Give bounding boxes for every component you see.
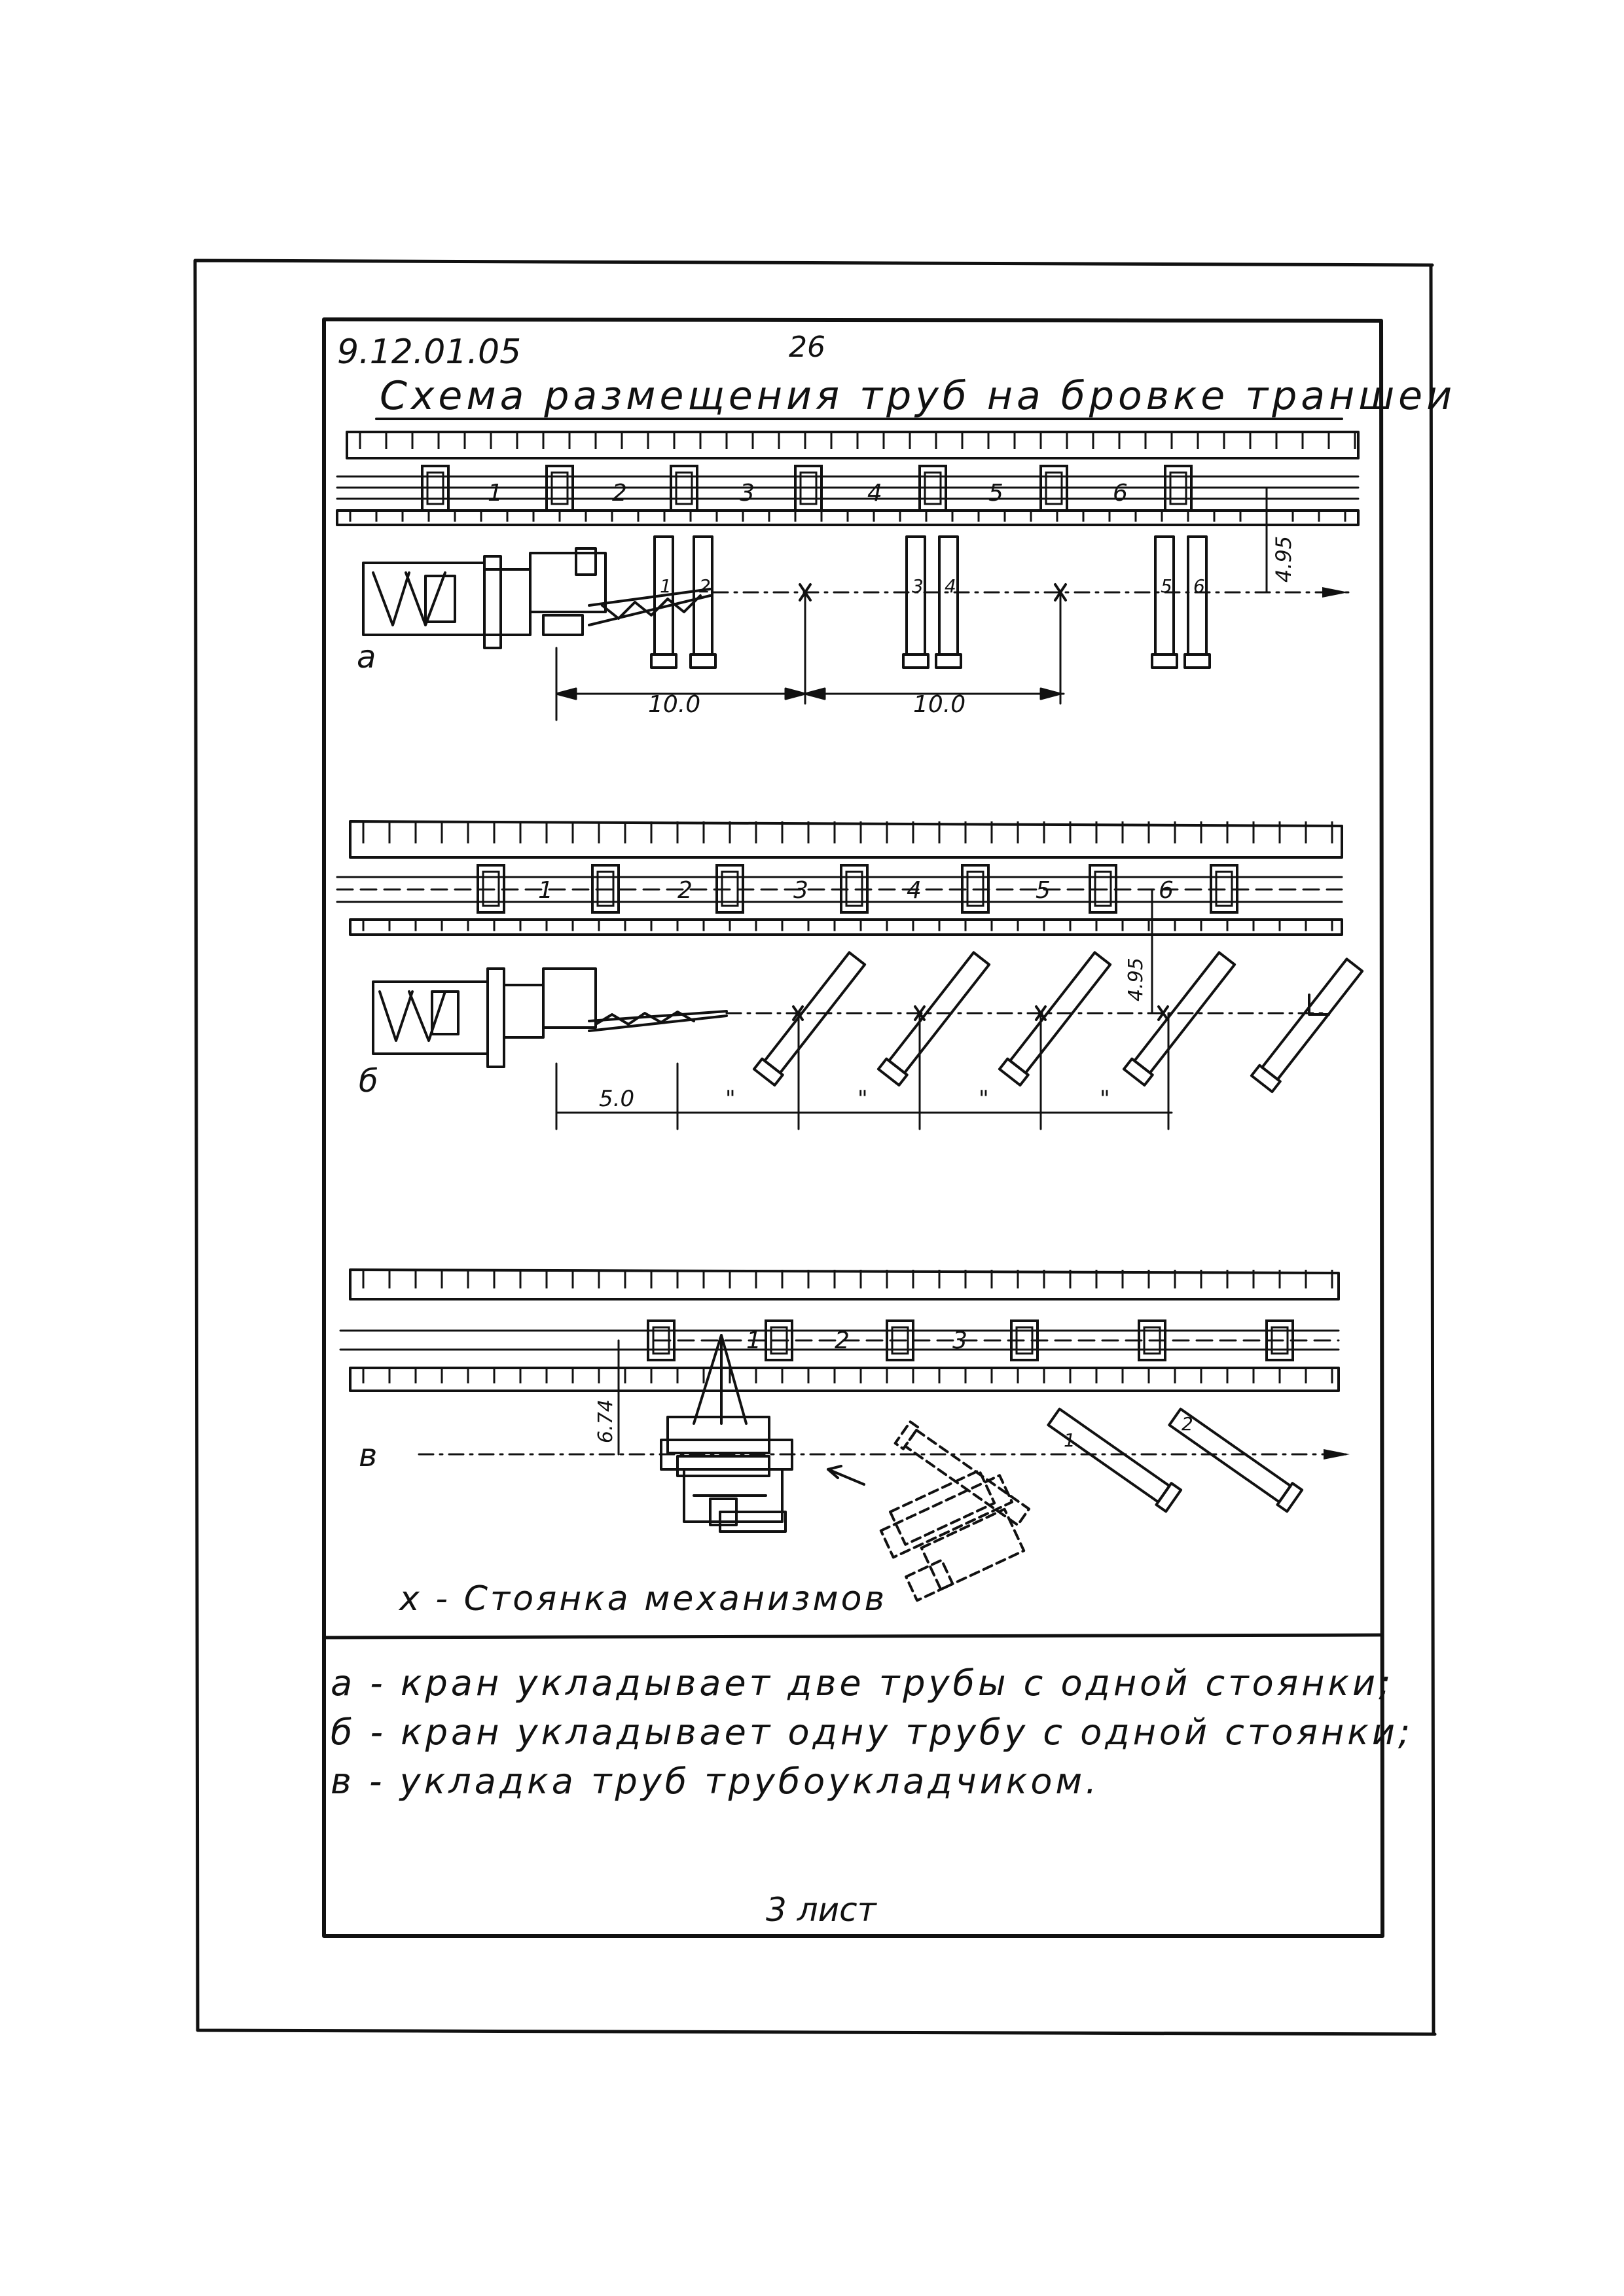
pipe-number: 2: [1182, 1413, 1193, 1435]
segment-number: 2: [835, 1327, 850, 1354]
direction-arrow: [1324, 1449, 1350, 1460]
offset-label: 4.95: [1271, 535, 1296, 583]
pipelayer: [661, 1335, 792, 1532]
segment-number: 2: [677, 877, 693, 904]
trench-bank-bottom: [350, 1368, 1339, 1391]
truck-crane: [363, 548, 710, 648]
pipe-number: 6: [1193, 575, 1205, 597]
trench-bank-bottom: [350, 920, 1342, 935]
spoil-bank-top: [347, 432, 1358, 458]
scheme-b: [337, 821, 1365, 1129]
distance-label: ": [1100, 1086, 1110, 1112]
page-title: Схема размещения труб на бровке траншеи: [380, 373, 1456, 419]
distance-label: 10.0: [913, 691, 966, 718]
pipe-number: 5: [1161, 575, 1172, 597]
segment-number: 1: [538, 877, 553, 904]
segment-number: 4: [907, 877, 922, 904]
scheme-c: [340, 1270, 1350, 1602]
legend-marker: х - Стоянка механизмов: [399, 1579, 888, 1619]
segment-number: 5: [1036, 877, 1051, 904]
segment-number: 3: [793, 877, 808, 904]
note-line: б - кран укладывает одну трубу с одной стоянки;: [331, 1712, 1414, 1753]
segment-number: 5: [988, 480, 1003, 507]
distance-label: ": [857, 1086, 868, 1112]
segment-number: 2: [612, 480, 627, 507]
scheme-a: [337, 432, 1358, 720]
spoil-hatching: [350, 511, 1345, 522]
segment-number: 1: [746, 1327, 761, 1354]
distance-dimensions: [556, 592, 1064, 720]
offset-label: 6.74: [594, 1399, 617, 1443]
document-code: 9.12.01.05: [337, 332, 522, 372]
spoil-hatching: [360, 432, 1355, 449]
scheme-letter: а: [357, 639, 376, 675]
pipe-number: 1: [660, 575, 672, 597]
spoil-hatching: [363, 920, 1332, 931]
truck-crane: [373, 969, 727, 1067]
pipe-number: 3: [912, 575, 924, 597]
angled-pipes: [754, 950, 1365, 1092]
travel-arrow: [828, 1466, 864, 1484]
spoil-bank-top: [350, 821, 1342, 857]
direction-arrow: [1322, 587, 1348, 598]
distance-label: 10.0: [648, 691, 701, 718]
scheme-letter: б: [359, 1063, 378, 1100]
next-position-outline: [875, 1422, 1032, 1602]
page-number: 26: [789, 331, 825, 364]
sheet-label: 3 лист: [766, 1891, 876, 1929]
segment-number: 6: [1113, 480, 1128, 507]
segment-number: 1: [488, 480, 503, 507]
scheme-letter: в: [359, 1437, 378, 1474]
distance-label: ": [725, 1086, 736, 1112]
note-line: а - кран укладывает две трубы с одной стоянки;: [331, 1662, 1394, 1704]
angled-pipes: [1047, 1407, 1303, 1512]
distance-label: 5.0: [599, 1086, 635, 1112]
segment-number: 3: [952, 1327, 967, 1354]
spoil-hatching: [363, 1368, 1332, 1384]
offset-label: 4.95: [1125, 958, 1147, 1001]
pipe-number: 2: [699, 575, 711, 597]
pipe-number: 1: [1064, 1429, 1075, 1451]
spoil-bank-top: [350, 1270, 1339, 1299]
distance-label: ": [979, 1086, 989, 1112]
pipe-pairs: [651, 537, 1210, 668]
note-line: в - укладка труб трубоукладчиком.: [331, 1761, 1100, 1802]
segment-number: 3: [740, 480, 755, 507]
segment-number: 4: [867, 480, 882, 507]
notes-separator: [325, 1635, 1381, 1638]
pipe-number: 4: [945, 575, 956, 597]
segment-number: 6: [1159, 877, 1174, 904]
